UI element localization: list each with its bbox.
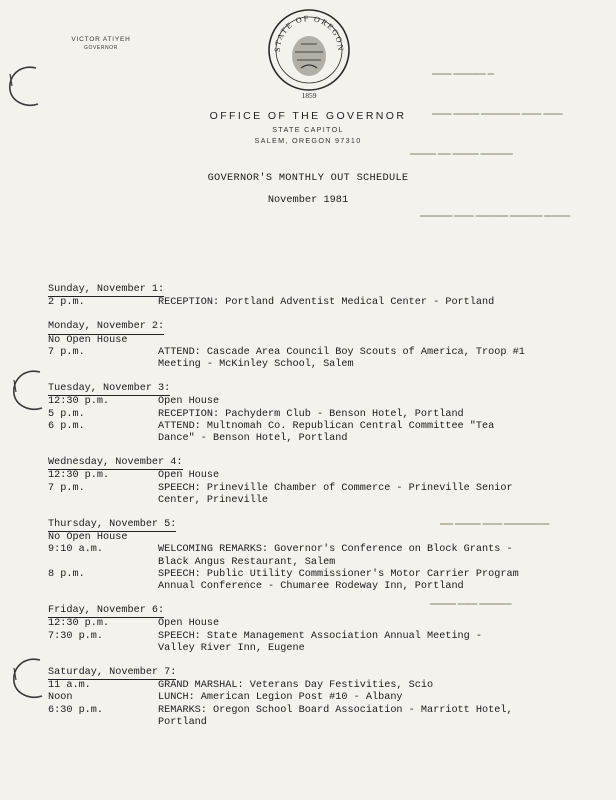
binder-hole-mark-icon bbox=[2, 62, 42, 110]
office-name: OFFICE OF THE GOVERNOR bbox=[209, 110, 407, 122]
schedule-entry bbox=[48, 409, 578, 421]
entry-time: 6:30 p.m. bbox=[48, 704, 104, 716]
schedule-day bbox=[48, 667, 578, 729]
entry-line: Open House bbox=[158, 396, 220, 408]
schedule-day bbox=[48, 284, 578, 309]
schedule-entry bbox=[48, 569, 578, 593]
entry-time: 12:30 p.m. bbox=[48, 470, 110, 482]
entry-line: LUNCH: American Legion Post #10 - Albany bbox=[158, 692, 403, 704]
day-heading: Thursday, November 5: bbox=[48, 519, 176, 532]
entry-time: 7 p.m. bbox=[48, 482, 85, 494]
day-heading: Monday, November 2: bbox=[48, 321, 164, 334]
governor-title: GOVERNOR bbox=[84, 44, 118, 51]
entry-time: 2 p.m. bbox=[48, 297, 85, 309]
entry-line: Open House bbox=[158, 470, 220, 482]
entry-time: 6 p.m. bbox=[48, 420, 85, 432]
entry-line: ATTEND: Multnomah Co. Republican Central Committee "Tea bbox=[158, 420, 495, 432]
governor-name: VICTOR ATIYEH bbox=[71, 36, 131, 43]
schedule-entry bbox=[48, 470, 578, 482]
schedule-entry bbox=[48, 631, 578, 655]
day-heading: Tuesday, November 3: bbox=[48, 383, 170, 396]
binder-hole-mark-icon bbox=[4, 654, 44, 702]
entry-description bbox=[158, 631, 578, 655]
schedule-entry bbox=[48, 421, 578, 445]
entry-line: RECEPTION: Portland Adventist Medical Center - Portland bbox=[158, 297, 495, 309]
schedule-entry bbox=[48, 544, 578, 568]
entry-line: Black Angus Restaurant, Salem bbox=[158, 556, 336, 568]
entry-line: SPEECH: State Management Association Annual Meeting - bbox=[158, 630, 483, 642]
binder-hole-mark-icon bbox=[4, 366, 44, 414]
entry-time: 9:10 a.m. bbox=[48, 544, 104, 556]
schedule-day bbox=[48, 321, 578, 371]
schedule-day bbox=[48, 519, 578, 593]
entry-description bbox=[158, 297, 578, 309]
entry-description bbox=[158, 421, 578, 445]
day-note: No Open House bbox=[48, 334, 128, 346]
schedule-entry bbox=[48, 618, 578, 630]
document-page: VICTOR ATIYEH GOVERNOR STATE OF OREGON 1859 OFFICE OF THE GOVERNOR STATE CAPITOL SALEM, OREGON 97310 GOVERNOR'S MONTHLY OUT SCHEDULE November 1981 ▬▬▬ ▬▬▬▬▬ ▬ ▬▬▬ ▬▬▬▬ ▬▬▬▬▬▬ ▬▬▬ ▬▬▬ ▬▬▬▬ ▬▬ ▬▬▬▬ ▬▬▬▬▬ ▬▬▬▬▬ ▬▬▬ ▬▬▬▬▬ ▬▬▬▬▬ ▬▬▬▬ ▬▬ ▬▬▬▬ ▬▬▬ ▬▬▬▬▬▬▬ ▬▬▬▬ ▬▬▬ ▬▬▬▬▬ Sunday, November 1: 2 p.m. RECEPTION: Portland Adventist Medical Center - Portland Monday, November 2: No Open House 7 p.m. ATTEND: Cascade Area Council Boy Scouts of America, Troop #1 Meeting - McKinley School, Salem Tuesday, November 3: 12:30 p.m. Open House 5 p.m. RECEPTION: Pachyderm Club - Benson Hotel, Portland 6 p.m. ATTEND: Multnomah Co. Republican Central Committee "Tea Dance" - Benson Hotel, Portland Wednesday, November 4: 12:30 p.m. Open House 7 p.m. SPEECH: Prineville Chamber of Commerce - Prineville Senior Center, Prineville Thursday, November 5: No Open House 9:10 a.m. WELCOMING REMARKS: Governor's Conference on Block Grants - Black Angus Restaurant, Salem 8 p.m. SPEECH: Public Utility Commissioner's Motor Carrier Program Annual Conference - Chumaree Rodeway Inn, Portland Friday, November 6: 12:30 p.m. Open House 7:30 p.m. SPEECH: State Management Association Annual Meeting - Valley River Inn, Eugene Saturday, November 7: 11 a.m. GRAND MARSHAL: Veterans Day Festivities, Scio Noon LUNCH: American Legion Post #10 - Albany 6:30 p.m. REMARKS: Oregon School Board Association - Marriott Hotel, Portland bbox=[0, 0, 616, 800]
schedule-entry bbox=[48, 692, 578, 704]
entry-time: 11 a.m. bbox=[48, 680, 91, 692]
entry-description bbox=[158, 705, 578, 729]
entry-description bbox=[158, 396, 578, 408]
office-building: STATE CAPITOL bbox=[272, 125, 344, 134]
schedule-entry bbox=[48, 297, 578, 309]
schedule-entry bbox=[48, 705, 578, 729]
seal-year: 1859 bbox=[301, 91, 317, 100]
entry-description bbox=[158, 483, 578, 507]
entry-time: Noon bbox=[48, 692, 73, 704]
day-heading: Friday, November 6: bbox=[48, 605, 164, 618]
schedule-day bbox=[48, 457, 578, 507]
schedule-day bbox=[48, 383, 578, 445]
entry-description bbox=[158, 409, 578, 421]
entry-line: WELCOMING REMARKS: Governor's Conference on Block Grants - bbox=[158, 544, 513, 556]
entry-line: RECEPTION: Pachyderm Club - Benson Hotel, Portland bbox=[158, 408, 464, 420]
day-note: No Open House bbox=[48, 532, 128, 544]
entry-time: 7 p.m. bbox=[48, 346, 85, 358]
schedule-entry bbox=[48, 680, 578, 692]
entry-description bbox=[158, 618, 578, 630]
entry-time: 5 p.m. bbox=[48, 408, 85, 420]
entry-description bbox=[158, 692, 578, 704]
entry-line: Center, Prineville bbox=[158, 494, 269, 506]
entry-description bbox=[158, 544, 578, 568]
page-title: GOVERNOR'S MONTHLY OUT SCHEDULE bbox=[207, 172, 409, 184]
day-heading: Saturday, November 7: bbox=[48, 667, 176, 680]
entry-description bbox=[158, 569, 578, 593]
entry-description bbox=[158, 347, 578, 371]
entry-line: GRAND MARSHAL: Veterans Day Festivities, Scio bbox=[158, 680, 434, 692]
entry-line: REMARKS: Oregon School Board Association - Marriott Hotel, bbox=[158, 704, 513, 716]
svg-text:STATE OF OREGON: STATE OF OREGON bbox=[272, 13, 346, 53]
office-city: SALEM, OREGON 97310 bbox=[254, 136, 362, 145]
schedule-day bbox=[48, 605, 578, 655]
schedule-entry bbox=[48, 396, 578, 408]
entry-line: ATTEND: Cascade Area Council Boy Scouts of America, Troop #1 bbox=[158, 346, 525, 358]
page-subtitle-month: November 1981 bbox=[267, 194, 349, 206]
entry-line: SPEECH: Public Utility Commissioner's Motor Carrier Program bbox=[158, 568, 519, 580]
day-heading: Wednesday, November 4: bbox=[48, 457, 183, 470]
entry-line: Valley River Inn, Eugene bbox=[158, 642, 305, 654]
schedule-list bbox=[48, 284, 578, 741]
entry-time: 12:30 p.m. bbox=[48, 396, 110, 408]
entry-description bbox=[158, 470, 578, 482]
governor-name-block bbox=[62, 36, 140, 52]
entry-time: 8 p.m. bbox=[48, 568, 85, 580]
schedule-entry bbox=[48, 347, 578, 371]
entry-line: Portland bbox=[158, 716, 207, 728]
entry-line: Dance" - Benson Hotel, Portland bbox=[158, 433, 348, 445]
entry-line: SPEECH: Prineville Chamber of Commerce - Prineville Senior bbox=[158, 482, 513, 494]
entry-time: 7:30 p.m. bbox=[48, 630, 104, 642]
entry-time: 12:30 p.m. bbox=[48, 618, 110, 630]
entry-line: Open House bbox=[158, 618, 220, 630]
day-heading: Sunday, November 1: bbox=[48, 284, 164, 297]
oregon-seal-icon bbox=[267, 4, 351, 102]
entry-description bbox=[158, 680, 578, 692]
entry-line: Meeting - McKinley School, Salem bbox=[158, 359, 354, 371]
schedule-entry bbox=[48, 483, 578, 507]
entry-line: Annual Conference - Chumaree Rodeway Inn, Portland bbox=[158, 581, 464, 593]
